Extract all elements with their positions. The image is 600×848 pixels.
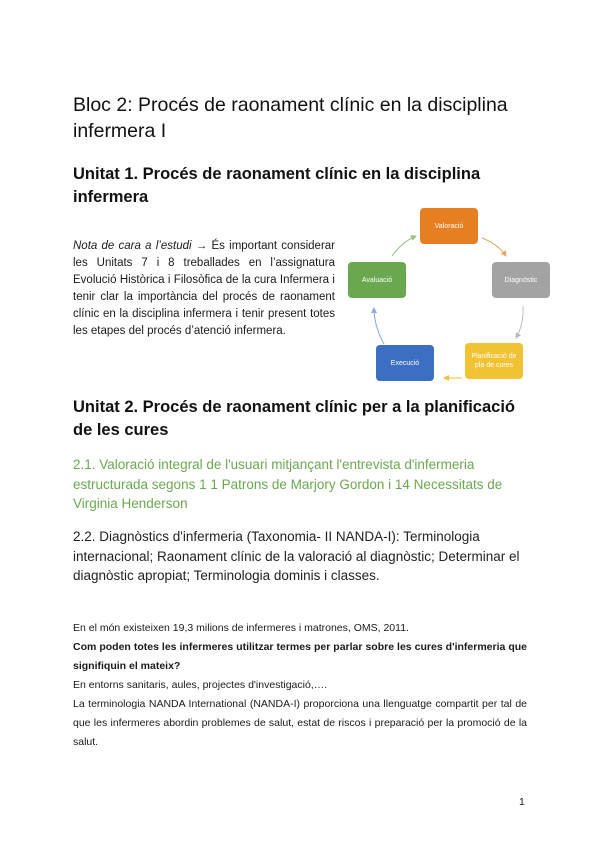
arrow-diagnostic-planificacio [516, 306, 523, 338]
bloc-title: Bloc 2: Procés de raonament clínic en la disciplina infermera I [73, 94, 508, 142]
arrow-valoracio-diagnostic [482, 238, 506, 256]
arrow-execucio-avaluacio [374, 308, 384, 344]
node-execucio: Execució [376, 345, 434, 381]
paragraph-statistic: En el món existeixen 19,3 milions de infermeres i matrones, OMS, 2011. [73, 622, 409, 634]
paragraph-nanda: La terminologia NANDA International (NANDA-I) proporciona una llenguatge compartit per tal de que les infermeres abordin problemes de salut, estat de riscos i preparació per la promoció de la salut. [73, 698, 527, 748]
study-note-body: És important considerar les Unitats 7 i 8 treballades en l’assignatura Evolució Històrica i Filosòfica de la cura Infermera i tenir clar la importància del procés de raonament clínic en la disciplina infermera i tenir present totes les etapes del procés d’atenció infermera. [73, 240, 336, 337]
paragraph-settings: En entorns sanitaris, aules, projectes d'investigació,…. [73, 679, 328, 691]
node-planificacio: Planificació de pla de cures [465, 343, 523, 379]
node-valoracio: Valoració [420, 208, 478, 244]
study-note [73, 238, 335, 340]
subsection-2-2: 2.2. Diagnòstics d'infermeria (Taxonomia- II NANDA-I): Terminologia internacional; Raonament clínic de la valoració al diagnòstic; Determinar el diagnòstic apropiat; Terminologia dominis i classes. [73, 529, 520, 583]
subsection-2-1: 2.1. Valoració integral de l'usuari mitjançant l'entrevista d'infermeria estructurada segons 1 1 Patrons de Marjory Gordon i 14 Necessitats de Virginia Henderson [73, 457, 503, 511]
unit1-title: Unitat 1. Procés de raonament clínic en la disciplina infermera [73, 165, 481, 206]
arrow-avaluacio-valoracio [392, 236, 416, 256]
page-number: 1 [519, 796, 525, 808]
paragraph-question: Com poden totes les infermeres utilitzar termes per parlar sobre les cures d'infermeria que signifiquin el mateix? [73, 641, 527, 672]
node-diagnostic: Diagnòstic [492, 262, 550, 298]
unit2-title: Unitat 2. Procés de raonament clínic per a la planificació de les cures [73, 398, 515, 439]
node-avaluacio: Avaluació [348, 262, 406, 298]
study-note-lead: Nota de cara a l’estudi → [73, 240, 208, 252]
